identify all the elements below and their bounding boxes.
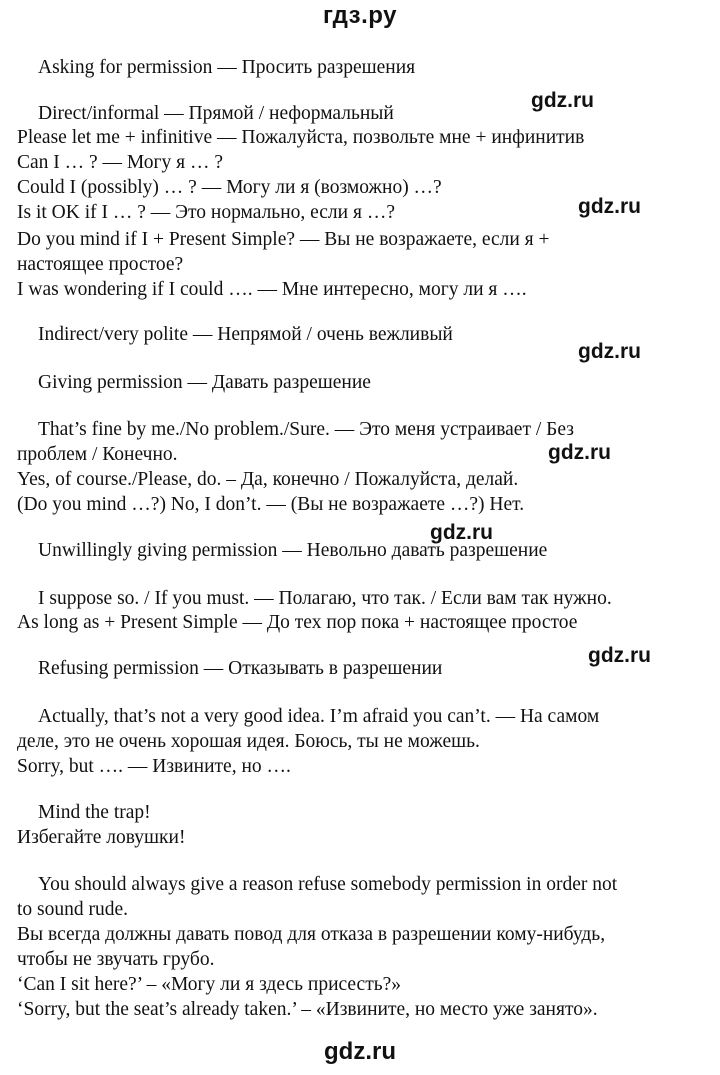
heading-giving-permission: Giving permission — Давать разрешение bbox=[38, 372, 371, 393]
watermark: gdz.ru bbox=[578, 195, 641, 218]
tip-line: to sound rude. bbox=[17, 899, 129, 920]
phrase-line: Yes, of course./Please, do. – Да, конечно / Пожалуйста, делай. bbox=[17, 469, 519, 490]
watermark: gdz.ru bbox=[430, 521, 493, 544]
heading-indirect-polite: Indirect/very polite — Непрямой / очень вежливый bbox=[38, 324, 453, 345]
phrase-line: Is it OK if I … ? — Это нормально, если я …? bbox=[17, 202, 395, 223]
heading-unwillingly-giving-permission: Unwillingly giving permission — Невольно давать разрешение bbox=[38, 540, 548, 561]
phrase-line: настоящее простое? bbox=[17, 254, 184, 275]
phrase-line: Do you mind if I + Present Simple? — Вы не возражаете, если я + bbox=[17, 229, 550, 250]
phrase-line: I was wondering if I could …. — Мне интересно, могу ли я …. bbox=[17, 279, 527, 300]
example-line: ‘Sorry, but the seat’s already taken.’ – «Извините, но место уже занято». bbox=[17, 999, 598, 1020]
phrase-line: (Do you mind …?) No, I don’t. — (Вы не возражаете …?) Нет. bbox=[17, 494, 525, 515]
phrase-line: Actually, that’s not a very good idea. I’m afraid you can’t. — На самом bbox=[38, 706, 600, 727]
watermark: gdz.ru bbox=[588, 644, 651, 667]
tip-line: чтобы не звучать грубо. bbox=[17, 949, 215, 970]
mind-the-trap-title: Mind the trap! bbox=[38, 802, 151, 823]
heading-direct-informal: Direct/informal — Прямой / неформальный bbox=[38, 103, 394, 124]
watermark: gdz.ru bbox=[578, 340, 641, 363]
phrase-line: проблем / Конечно. bbox=[17, 444, 178, 465]
site-footer: gdz.ru bbox=[324, 1038, 396, 1065]
mind-the-trap-translation: Избегайте ловушки! bbox=[17, 827, 186, 848]
phrase-line: As long as + Present Simple — До тех пор пока + настоящее простое bbox=[17, 612, 578, 633]
heading-asking-for-permission: Asking for permission — Просить разрешения bbox=[38, 57, 416, 78]
phrase-line: Could I (possibly) … ? — Могу ли я (возможно) …? bbox=[17, 177, 442, 198]
example-line: ‘Can I sit here?’ – «Могу ли я здесь присесть?» bbox=[17, 974, 402, 995]
phrase-line: Can I … ? — Могу я … ? bbox=[17, 152, 224, 173]
phrase-line: That’s fine by me./No problem./Sure. — Это меня устраивает / Без bbox=[38, 419, 574, 440]
phrase-line: Sorry, but …. — Извините, но …. bbox=[17, 756, 291, 777]
phrase-line: I suppose so. / If you must. — Полагаю, что так. / Если вам так нужно. bbox=[38, 588, 612, 609]
site-header: гдз.ру bbox=[323, 2, 397, 29]
phrase-line: деле, это не очень хорошая идея. Боюсь, ты не можешь. bbox=[17, 731, 480, 752]
phrase-line: Please let me + infinitive — Пожалуйста, позвольте мне + инфинитив bbox=[17, 127, 585, 148]
watermark: gdz.ru bbox=[531, 89, 594, 112]
heading-refusing-permission: Refusing permission — Отказывать в разрешении bbox=[38, 658, 443, 679]
tip-line: You should always give a reason refuse somebody permission in order not bbox=[38, 874, 618, 895]
tip-line: Вы всегда должны давать повод для отказа в разрешении кому-нибудь, bbox=[17, 924, 606, 945]
watermark: gdz.ru bbox=[548, 441, 611, 464]
